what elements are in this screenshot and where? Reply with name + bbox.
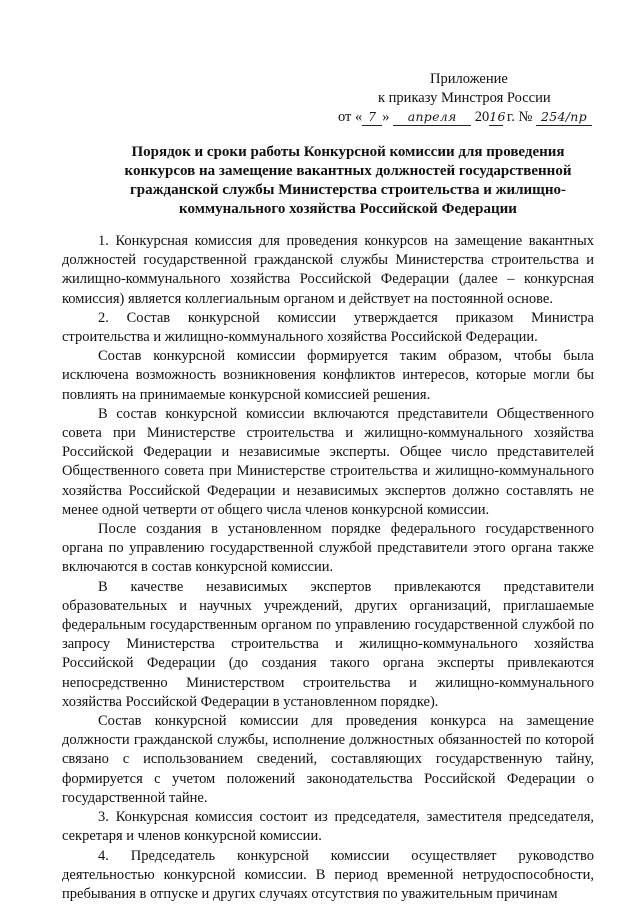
paragraph: 2. Состав конкурсной комиссии утверждается приказом Министра строительства и жилищно-коммунального хозяйства Российской Федерации. [62,309,594,346]
appendix-order-ref: к приказу Минстроя России [378,90,551,106]
date-month: апреля [407,109,457,124]
year-suffix: 16 [489,109,506,124]
year-number-label: г. № [506,109,533,125]
date-from-label: от « [338,109,363,125]
year-prefix: 20 [474,109,490,125]
date-day-close: » [382,109,390,125]
date-day: 7 [368,109,377,124]
paragraph: Состав конкурсной комиссии формируется таким образом, чтобы была исключена возможность возникновения конфликтов интересов, которые могли бы повлиять на принимаемые конкурсной комиссией решения. [62,348,594,403]
document-body [62,232,594,904]
paragraph: В состав конкурсной комиссии включаются представители Общественного совета при Министерстве строительства и жилищно-коммунального хозяйства Российской Федерации и независимые эксперты. Общее число представителей Общественного совета при Министерстве строительства и жилищно-коммунального хозяйства Российской Федерации и независимых экспертов должно составлять не менее одной четверти от общего числа членов конкурсной комиссии. [62,405,594,518]
order-number-field [536,109,592,126]
paragraph: 1. Конкурсная комиссия для проведения конкурсов на замещение вакантных должностей государственной гражданской службы Министерства строительства и жилищно-коммунального хозяйства Российской Федерации (далее – конкурсная комиссия) является коллегиальным органом и действует на постоянной основе. [62,233,594,307]
paragraph: 3. Конкурсная комиссия состоит из председателя, заместителя председателя, секретаря и членов конкурсной комиссии. [62,809,594,845]
paragraph: Состав конкурсной комиссии для проведения конкурса на замещение должности гражданской службы, исполнение должностных обязанностей по которой связано с использованием сведений, составляющих государственную тайну, формируется с учетом положений законодательства Российской Федерации о государственной тайне. [62,713,594,806]
year-suffix-field [489,109,506,126]
date-day-field [362,109,382,126]
order-number: 254/пр [540,109,587,124]
paragraph: После создания в установленном порядке федерального государственного органа по управлению государственной службой представители этого органа также включаются в состав конкурсной комиссии. [62,521,594,576]
paragraph: 4. Председатель конкурсной комиссии осуществляет руководство деятельностью конкурсной комиссии. В период временной нетрудоспособности, пребывания в отпуске и других случаях отсутствия по уважительным причинам [62,847,594,902]
appendix-date-number [338,108,618,127]
document-title: Порядок и сроки работы Конкурсной комиссии для проведения конкурсов на замещение вакантных должностей государственной гражданской службы Министерства строительства и жилищно-коммунального хозяйства Российской Федерации [124,144,572,217]
paragraph: В качестве независимых экспертов привлекаются представители образовательных и научных учреждений, других организаций, приглашаемые федеральным государственным органом по управлению государственной службой по запросу Министерства строительства и жилищно-коммунального хозяйства Российской Федерации (до создания такого органа эксперты привлекаются непосредственно Министерством строительства и жилищно-коммунального хозяйства Российской Федерации в установленном порядке). [62,578,594,710]
appendix-header [338,70,618,127]
appendix-label: Приложение [430,71,508,87]
date-month-field [393,109,471,126]
